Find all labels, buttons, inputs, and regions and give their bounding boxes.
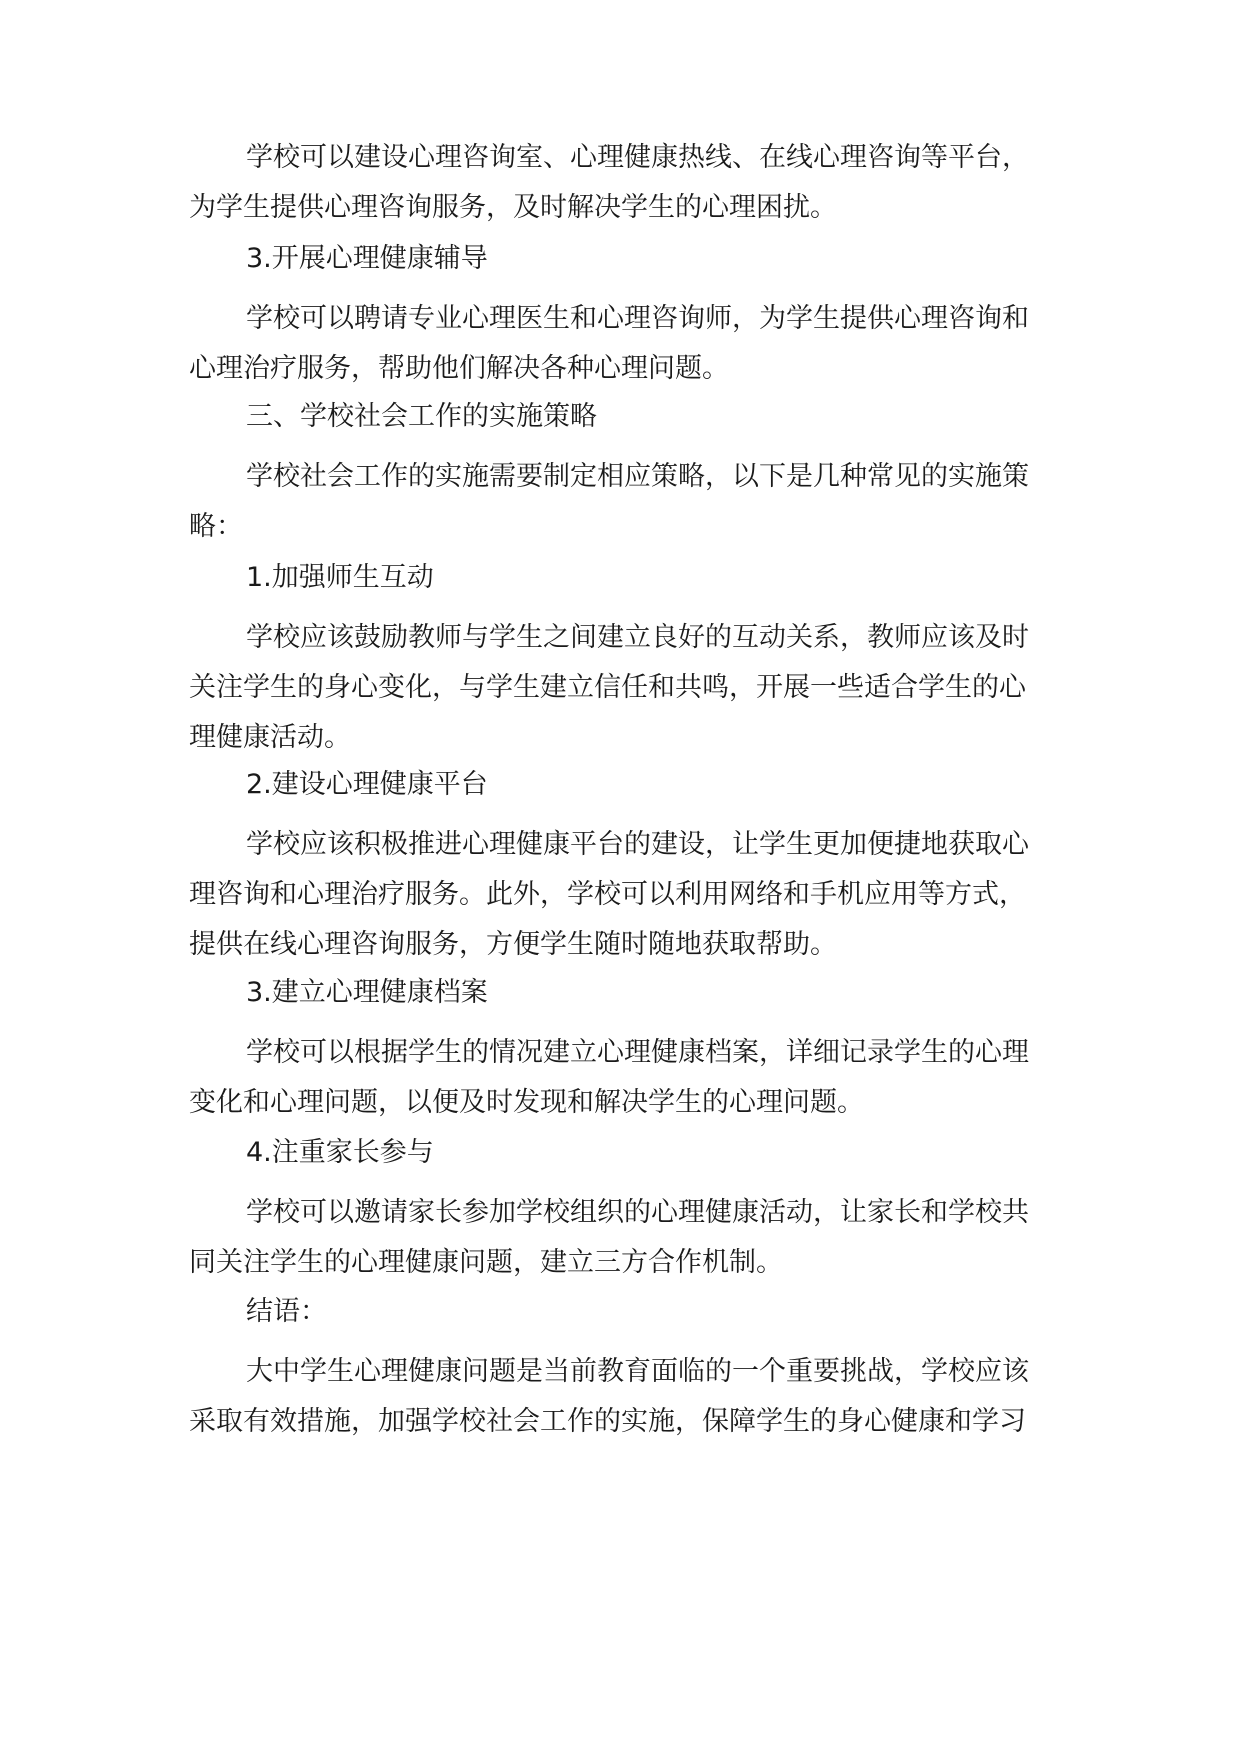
section-heading	[189, 968, 1051, 1018]
heading-text: 3.建立心理健康档案	[246, 977, 488, 1008]
heading-text: 结语：	[246, 1296, 327, 1327]
paragraph	[189, 1188, 1051, 1288]
paragraph-line: 学校应该积极推进心理健康平台的建设，让学生更加便捷地获取心	[246, 829, 1029, 860]
paragraph-line: 学校社会工作的实施需要制定相应策略，以下是几种常见的实施策	[246, 461, 1029, 492]
paragraph	[189, 1347, 1051, 1447]
paragraph-line: 理健康活动。	[189, 722, 351, 753]
paragraph-line: 采取有效措施，加强学校社会工作的实施，保障学生的身心健康和学习	[189, 1406, 1026, 1437]
paragraph-line: 学校可以聘请专业心理医生和心理咨询师，为学生提供心理咨询和	[246, 303, 1029, 334]
section-heading	[189, 1287, 1051, 1337]
section-heading	[189, 392, 1051, 442]
section-heading	[189, 234, 1051, 284]
paragraph-line: 为学生提供心理咨询服务，及时解决学生的心理困扰。	[189, 192, 837, 223]
paragraph	[189, 452, 1051, 552]
paragraph	[189, 820, 1051, 970]
heading-text: 2.建设心理健康平台	[246, 769, 488, 800]
paragraph	[189, 294, 1051, 394]
section-heading	[189, 1128, 1051, 1178]
paragraph-line: 理咨询和心理治疗服务。此外，学校可以利用网络和手机应用等方式，	[189, 879, 1026, 910]
paragraph	[189, 133, 1051, 233]
paragraph-line: 学校可以邀请家长参加学校组织的心理健康活动，让家长和学校共	[246, 1197, 1029, 1228]
section-heading	[189, 553, 1051, 603]
paragraph-line: 学校可以根据学生的情况建立心理健康档案，详细记录学生的心理	[246, 1037, 1029, 1068]
paragraph-line: 同关注学生的心理健康问题，建立三方合作机制。	[189, 1247, 783, 1278]
paragraph-line: 心理治疗服务，帮助他们解决各种心理问题。	[189, 353, 729, 384]
heading-text: 3.开展心理健康辅导	[246, 243, 488, 274]
paragraph	[189, 1028, 1051, 1128]
paragraph-line: 关注学生的身心变化，与学生建立信任和共鸣，开展一些适合学生的心	[189, 672, 1026, 703]
paragraph-line: 略：	[189, 511, 243, 542]
paragraph	[189, 613, 1051, 763]
paragraph-line: 提供在线心理咨询服务，方便学生随时随地获取帮助。	[189, 929, 837, 960]
heading-text: 三、学校社会工作的实施策略	[246, 401, 597, 432]
paragraph-line: 学校应该鼓励教师与学生之间建立良好的互动关系，教师应该及时	[246, 622, 1029, 653]
paragraph-line: 大中学生心理健康问题是当前教育面临的一个重要挑战，学校应该	[246, 1356, 1029, 1387]
heading-text: 1.加强师生互动	[246, 562, 434, 593]
heading-text: 4.注重家长参与	[246, 1137, 434, 1168]
section-heading	[189, 760, 1051, 810]
paragraph-line: 变化和心理问题，以便及时发现和解决学生的心理问题。	[189, 1087, 864, 1118]
paragraph-line: 学校可以建设心理咨询室、心理健康热线、在线心理咨询等平台，	[246, 142, 1029, 173]
